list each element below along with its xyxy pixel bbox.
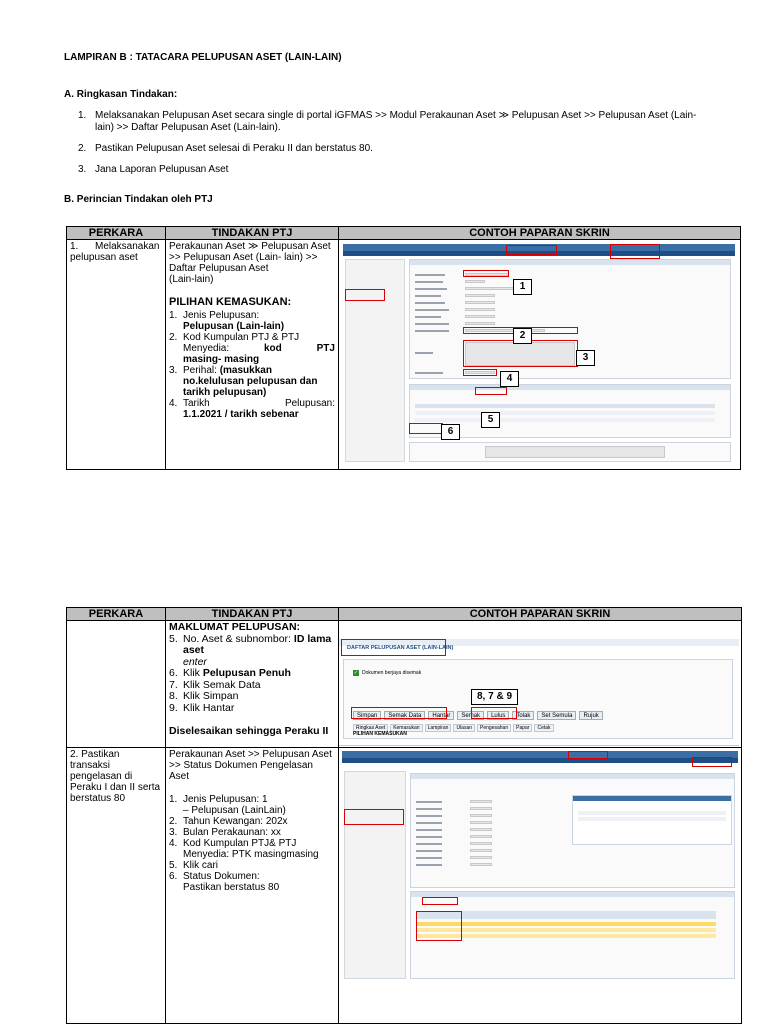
document-title: LAMPIRAN B : TATACARA PELUPUSAN ASET (LAIN-LAIN): [64, 52, 342, 63]
procedure-table-1: [66, 226, 741, 470]
selesai-note: Diselesaikan sehingga Peraku II: [169, 725, 329, 737]
shot-hantar-button[interactable]: Hantar: [428, 711, 454, 720]
highlight-filter: [422, 897, 458, 905]
callout-5: 5: [481, 412, 500, 428]
col-header-perkara: PERKARA: [67, 608, 166, 621]
shot-rujuk-button[interactable]: Rujuk: [579, 711, 602, 720]
callout-3: 3: [576, 350, 595, 366]
callout-1: 1: [513, 279, 532, 295]
shot-section-title: PILIHAN KEMASUKAN: [353, 731, 407, 737]
shot-semak-data-button[interactable]: Semak Data: [384, 711, 425, 720]
col-header-tindakan: TINDAKAN PTJ: [166, 608, 339, 621]
screenshot-sidebar: [344, 771, 406, 979]
col-header-perkara: PERKARA: [67, 227, 166, 240]
col-header-contoh: CONTOH PAPARAN SKRIN: [339, 227, 741, 240]
screenshot-semak-simpan: [339, 621, 739, 746]
pilihan-kemasukan-heading: PILIHAN KEMASUKAN:: [169, 296, 292, 308]
highlight-status-dokumen-menu: [344, 809, 404, 825]
success-check-icon: ✓: [353, 670, 359, 676]
section-b-heading: B. Perincian Tindakan oleh PTJ: [64, 194, 213, 205]
shot-tab[interactable]: Ulasan: [453, 724, 475, 732]
highlight-perihal: [463, 340, 578, 367]
highlight-sidebar-item: [345, 289, 385, 301]
shot-set-semula-button[interactable]: Set Semula: [537, 711, 576, 720]
highlight-menu-perakaunan: [506, 245, 557, 255]
highlight-no-aset: [475, 387, 507, 395]
shot-tab[interactable]: Pengesahan: [477, 724, 511, 732]
tindakan-cell: [166, 240, 338, 421]
summary-steps: [78, 110, 698, 185]
shot-tab[interactable]: Cetak: [534, 724, 553, 732]
shot-tolak-button[interactable]: Tolak: [512, 711, 534, 720]
callout-4: 4: [500, 371, 519, 387]
summary-step: 1. Melaksanakan Pelupusan Aset secara single di portal iGFMAS >> Modul Perakaunan Aset ≫ Pelupusan Aset >> Pelupusan Aset (Lain-lain) >> Daftar Pelupusan Aset (Lain-lain).: [78, 110, 697, 133]
highlight-buttons: [351, 707, 447, 719]
highlight-pelupusan-penuh: [409, 423, 443, 434]
shot-tab[interactable]: Lampiran: [425, 724, 452, 732]
row2-list: 1. Jenis Pelupusan: 1 – Pelupusan (LainLain) 2. Tahun Kewangan: 202x 3. Bulan Perakaunan: xx 4. Kod Kumpulan PTJ& PTJ Menyedia: PTK masingmasing 5. Klik cari 6. Status Dokumen: Pastikan berstatus 80: [169, 794, 319, 893]
highlight-menu-pelupusan: [610, 244, 660, 259]
shot-success-msg: ✓ Dokumen berjaya disemak: [353, 670, 422, 676]
maklumat-heading: MAKLUMAT PELUPUSAN:: [169, 621, 301, 633]
highlight-jenis-pelupusan: [463, 270, 509, 277]
highlight-menu-perakaunan: [568, 751, 608, 759]
highlight-status-column: [416, 911, 462, 941]
highlight-set-semula: [471, 707, 517, 719]
navigation-path: Perakaunan Aset ≫ Pelupusan Aset >> Pelupusan Aset (Lain- lain) >> Daftar Pelupusan Aset: [169, 241, 331, 274]
callout-789: 8, 7 & 9: [471, 689, 518, 705]
highlight-tarikh: [463, 369, 497, 376]
summary-step: 2. Pastikan Pelupusan Aset selesai di Peraku II dan berstatus 80.: [78, 143, 373, 154]
shot-tab[interactable]: Papar: [513, 724, 532, 732]
shot-lulus-button[interactable]: Lulus: [487, 711, 509, 720]
shot-tab[interactable]: Kemasukan: [390, 724, 422, 732]
shot-tab[interactable]: Ringkas Aset: [353, 724, 388, 732]
row2-navigation-path: Perakaunan Aset >> Pelupusan Aset >> Status Dokumen Pengelasan Aset: [169, 749, 332, 782]
col-header-contoh: CONTOH PAPARAN SKRIN: [339, 608, 742, 621]
section-a-heading: A. Ringkasan Tindakan:: [64, 89, 178, 100]
procedure-table-2: [66, 607, 742, 1024]
col-header-tindakan: TINDAKAN PTJ: [166, 227, 339, 240]
shot-semak-button[interactable]: Semak: [457, 711, 484, 720]
callout-2: 2: [513, 328, 532, 344]
kemasukan-list: 1. Jenis Pelupusan: Pelupusan (Lain-lain) 2. Kod Kumpulan PTJ & PTJ Menyedia: kod PTJ masing- masing 3. Perihal: (masukkan no.kelulusan pelupusan dan tarikh pelupusan) 4. Tarikh Pelupusan: 1.1.2021 / tarikh sebenar: [169, 310, 335, 420]
callout-6: 6: [441, 424, 460, 440]
perkara-2-text: 2. Pastikan transaksi pengelasan di Peraku I dan II serta berstatus 80: [70, 749, 161, 804]
highlight-menu-pelupusan: [692, 757, 732, 767]
maklumat-pelupusan-cell: MAKLUMAT PELUPUSAN: 5. No. Aset & subnombor: ID lama aset enter 6. Klik Pelupusan Penuh 7. Klik Semak Data 8. Klik Simpan 9. Klik Hantar Diselesaikan sehingga Peraku II: [166, 621, 338, 739]
perkara-text: 1. Melaksanakan pelupusan aset: [70, 241, 160, 263]
summary-step: 3. Jana Laporan Pelupusan Aset: [78, 164, 229, 175]
shot-header-text: DAFTAR PELUPUSAN ASET (LAIN-LAIN): [347, 645, 454, 651]
screenshot-status-dokumen: [342, 751, 738, 981]
navigation-path-end: (Lain-lain): [169, 274, 214, 285]
row2-tindakan-cell: [166, 748, 338, 894]
shot-simpan-button[interactable]: Simpan: [353, 711, 381, 720]
screenshot-daftar-pelupusan: [343, 244, 735, 464]
